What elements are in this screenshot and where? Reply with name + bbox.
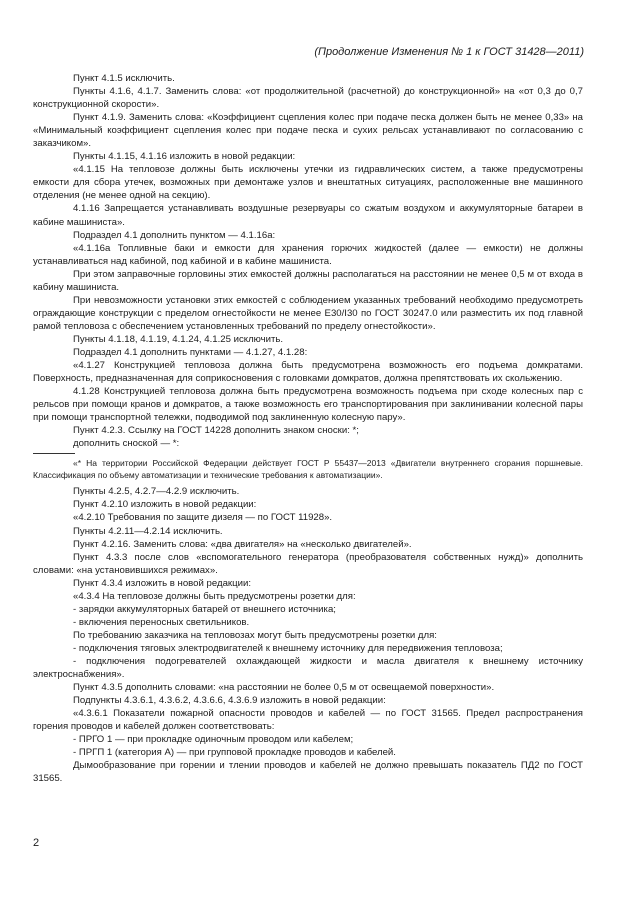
paragraph: Пункт 4.3.5 дополнить словами: «на расстоянии не более 0,5 м от освещаемой поверхности». [73,682,495,694]
document-body [33,72,583,785]
paragraph: Пункт 4.1.9. Заменить слова: «Коэффициент сцепления колес при подаче песка должен быть не менее 0,33» на «Минимальный коэффициент сцепления колес при подаче песка и сухих рельсах устанавливают по согласованию с заказчиком». [33,112,583,150]
paragraph: Подпункты 4.3.6.1, 4.3.6.2, 4.3.6.6, 4.3.6.9 изложить в новой редакции: [73,695,386,707]
running-header: (Продолжение Изменения № 1 к ГОСТ 31428—2011) [314,46,584,58]
paragraph: При этом заправочные горловины этих емкостей должны располагаться на расстоянии не менее 0,5 м от входа в кабину машиниста. [33,268,583,293]
paragraph: - зарядки аккумуляторных батарей от внешнего источника; [73,603,336,615]
paragraph: При невозможности установки этих емкостей с соблюдением указанных требований необходимо предусмотреть ограждающие конструкции с пределом огнестойкости не менее E30/I30 по ГОСТ 30247.0 или разместить их под главной рамой тепловоза с обеспечением установленных требований по пределу огнестойкости». [33,294,583,332]
paragraph: Пункт 4.1.5 исключить. [73,73,175,84]
footnote: «* На территории Российской Федерации действует ГОСТ Р 55437—2013 «Двигатели внутреннего сгорания поршневые. Классификация по объему автоматизации и технические требования к автоматизации». [33,458,583,481]
paragraph: Пункт 4.2.3. Ссылку на ГОСТ 14228 дополнить знаком сноски: *; [73,425,359,437]
section-after-footnote [33,485,583,785]
paragraph: «4.1.16а Топливные баки и емкости для хранения горючих жидкостей (далее — емкости) не должны устанавливаться над кабиной, под кабиной и в кабине машиниста. [33,242,583,267]
paragraph: Пункты 4.2.5, 4.2.7—4.2.9 исключить. [73,486,240,498]
paragraph: Пункт 4.3.3 после слов «вспомогательного генератора (преобразователя собственных нужд)» дополнить словами: «на установившихся режимах». [33,551,583,576]
paragraph: - ПРГО 1 — при прокладке одиночным проводом или кабелем; [73,734,354,746]
paragraph: Дымообразование при горении и тлении проводов и кабелей не должно превышать показатель ПД2 по ГОСТ 31565. [33,760,583,785]
paragraph: Пункты 4.1.6, 4.1.7. Заменить слова: «от продолжительной (расчетной) до конструкционной» на «от 0,3 до 0,7 конструкционной скорости». [33,86,583,111]
paragraph: Подраздел 4.1 дополнить пунктом — 4.1.16а: [73,229,276,241]
paragraph: Пункт 4.3.4 изложить в новой редакции: [73,577,251,589]
paragraph: По требованию заказчика на тепловозах могут быть предусмотрены розетки для: [73,629,437,641]
paragraph: Пункт 4.2.10 изложить в новой редакции: [73,499,257,511]
paragraph: - подключения подогревателей охлаждающей жидкости и масла двигателя к внешнему источнику электроснабжения». [33,655,583,681]
paragraph: Пункты 4.2.11—4.2.14 исключить. [73,525,223,537]
paragraph: 4.1.16 Запрещается устанавливать воздушные резервуары со сжатым воздухом и аккумуляторные батареи в кабине машиниста». [33,203,583,228]
paragraph: - ПРГП 1 (категория А) — при групповой прокладке проводов и кабелей. [73,747,396,759]
paragraph: - включения переносных светильников. [73,616,250,628]
paragraph: Пункт 4.2.16. Заменить слова: «два двигателя» на «несколько двигателей». [73,538,412,550]
paragraph: Подраздел 4.1 дополнить пунктами — 4.1.27, 4.1.28: [73,346,308,358]
section-before-footnote [33,72,583,450]
paragraph: «4.2.10 Требования по защите дизеля — по ГОСТ 11928». [73,512,333,524]
paragraph: Пункты 4.1.15, 4.1.16 изложить в новой редакции: [73,151,296,163]
paragraph: «4.3.4 На тепловозе должны быть предусмотрены розетки для: [73,590,356,602]
paragraph: дополнить сноской — *: [73,438,180,450]
paragraph: - подключения тяговых электродвигателей к внешнему источнику для передвижения тепловоза; [73,642,503,654]
paragraph: «4.1.15 На тепловозе должны быть исключены утечки из гидравлических систем, а также предусмотрены емкости для сбора утечек, возможных при демонтаже узлов и внештатных ситуациях, расположенные вне машинного отделения (не менее одной на секцию). [33,164,583,202]
footnote-rule [33,453,75,454]
paragraph: «4.1.27 Конструкцией тепловоза должна быть предусмотрена возможность его подъема домкратами. Поверхность, предназначенная для соприкосновения с головками домкратов, должна препятствовать их скольжению. [33,360,583,385]
paragraph: «4.3.6.1 Показатели пожарной опасности проводов и кабелей — по ГОСТ 31565. Предел распространения горения проводов и кабелей должен соответствовать: [33,708,583,733]
paragraph: 4.1.28 Конструкцией тепловоза должна быть предусмотрена возможность подъема при сходе колесных пар с рельсов при помощи кранов и домкратов, а также возможность его транспортирования при заклинивании колесной пары при помощи транспортной тележки, подводимой под заклиненную колесную пару». [33,386,583,424]
paragraph: Пункты 4.1.18, 4.1.19, 4.1.24, 4.1.25 исключить. [73,333,284,345]
page-number: 2 [33,837,40,849]
